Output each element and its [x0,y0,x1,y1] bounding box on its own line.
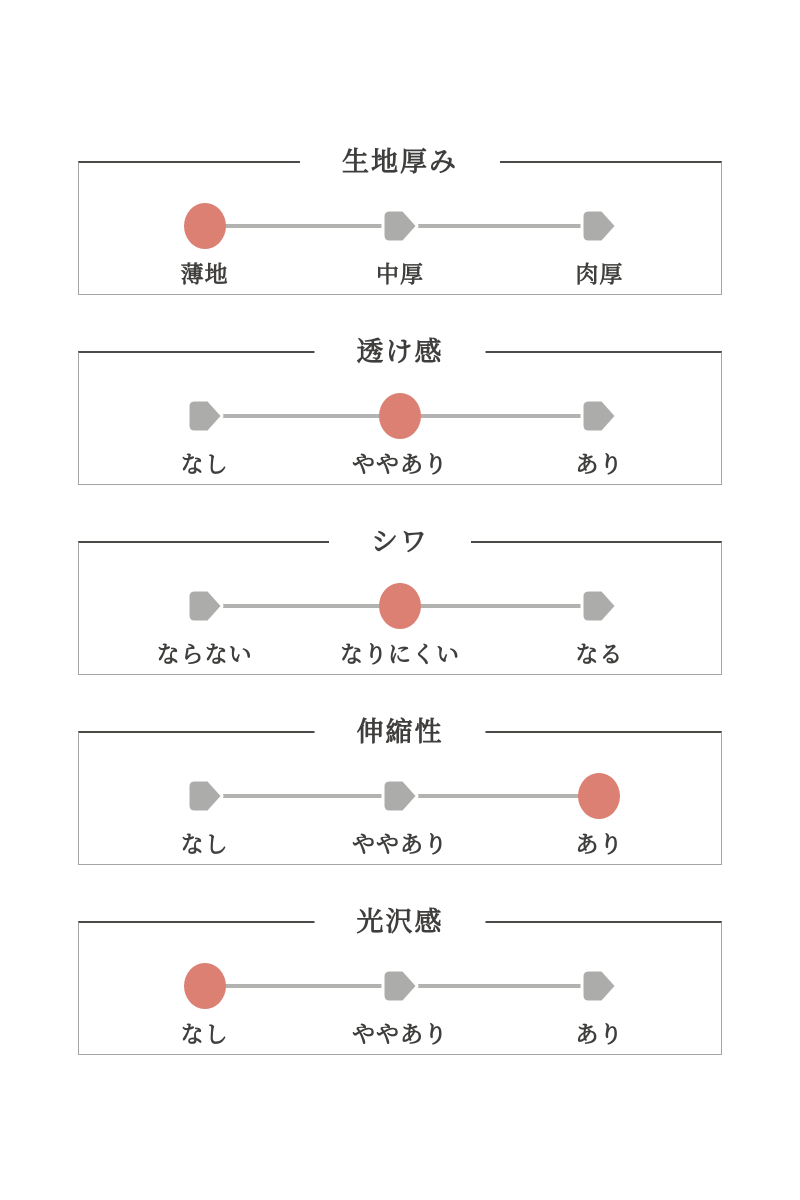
level-label: なる [575,641,624,667]
unselected-level-tag-icon [580,588,619,625]
section-title: 伸縮性 [315,714,486,750]
property-section [78,147,722,295]
level-label: なりにくい [340,641,460,667]
selected-level-circle-icon [184,963,226,1009]
unselected-level-tag-icon [185,398,224,435]
level-label: ならない [156,641,253,667]
unselected-level-tag-icon [381,968,420,1005]
section-title: シワ [329,524,471,560]
property-section [78,907,722,1055]
level-label: 肉厚 [575,261,624,287]
level-label: あり [575,831,624,857]
unselected-level-tag-icon [185,778,224,815]
selected-level-circle-icon [379,393,421,439]
level-label: なし [180,831,229,857]
level-label: あり [575,451,624,477]
property-section [78,337,722,485]
section-title: 光沢感 [315,904,486,940]
unselected-level-tag-icon [580,208,619,245]
selected-level-circle-icon [379,583,421,629]
level-label: 薄地 [180,261,229,287]
unselected-level-tag-icon [381,208,420,245]
section-title: 透け感 [315,334,486,370]
level-label: ややあり [352,1021,448,1047]
unselected-level-tag-icon [381,778,420,815]
property-section [78,527,722,675]
level-label: ややあり [352,831,448,857]
level-label: あり [575,1021,624,1047]
level-label: 中厚 [376,261,424,287]
level-label: なし [180,1021,229,1047]
unselected-level-tag-icon [185,588,224,625]
selected-level-circle-icon [184,203,226,249]
level-label: ややあり [352,451,448,477]
selected-level-circle-icon [578,773,620,819]
unselected-level-tag-icon [580,398,619,435]
level-label: なし [180,451,229,477]
unselected-level-tag-icon [580,968,619,1005]
section-title: 生地厚み [300,144,500,180]
property-section [78,717,722,865]
